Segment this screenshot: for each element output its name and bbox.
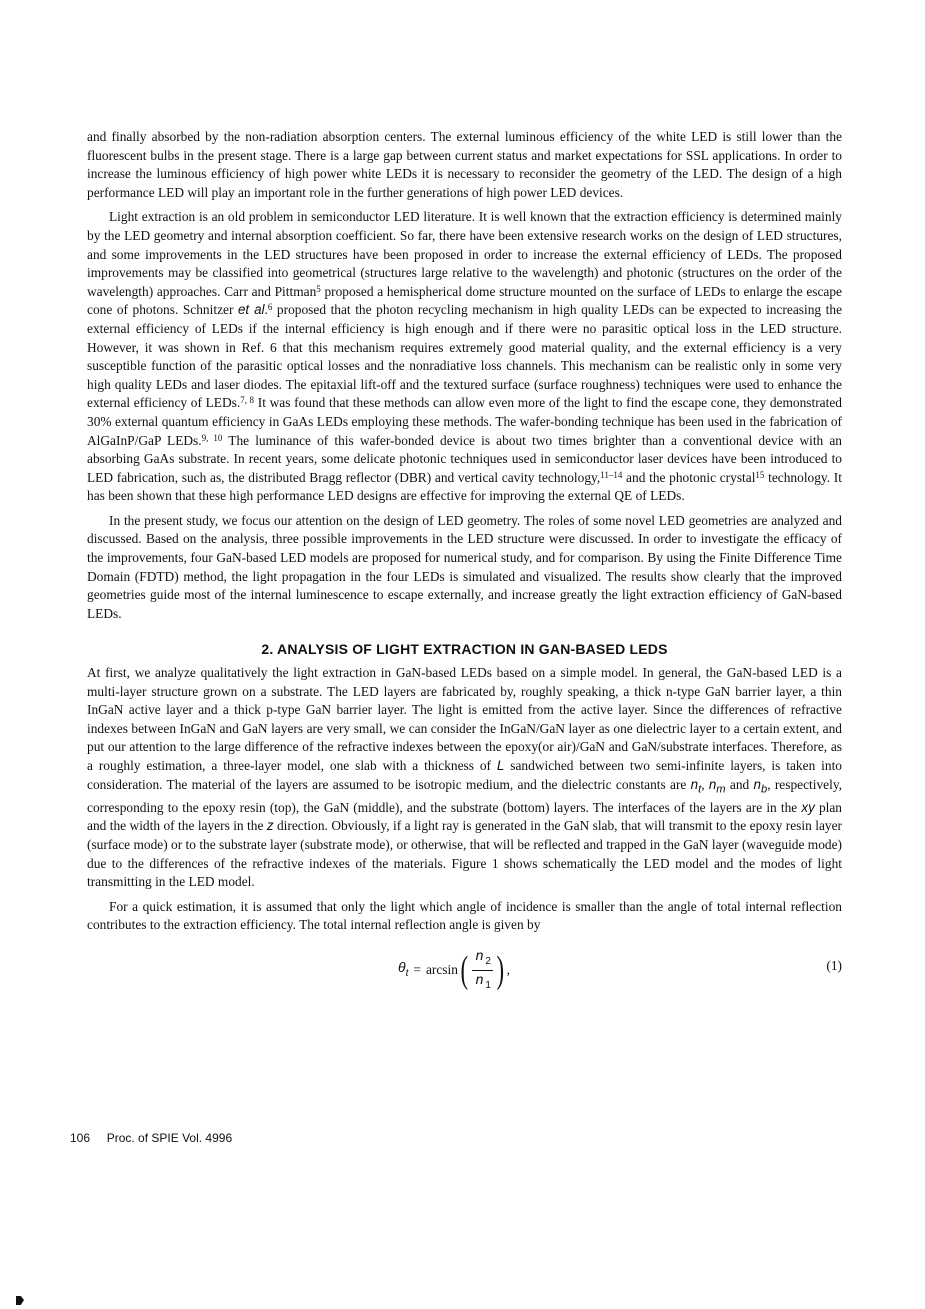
fraction-denominator — [472, 971, 493, 994]
p4-text-2: sandwiched between two semi-infinite layers, is taken into consideration. The material of the layers are assumed to be isotropic medium, and the dielectric constants are — [87, 758, 842, 792]
page-number: 106 — [70, 1131, 91, 1145]
numerator-base: n — [475, 947, 484, 964]
citation-6: 6 — [267, 302, 273, 313]
citation-15: 15 — [755, 469, 765, 480]
footer-source: Proc. of SPIE Vol. 4996 — [106, 1131, 233, 1145]
var-nt-base: n — [690, 776, 699, 792]
var-nm-base: n — [708, 776, 717, 792]
right-paren: ) — [496, 949, 505, 992]
p4-text-7: direction. Obviously, if a light ray is generated in the GaN slab, that will transmit to the epoxy resin layer (surface mode) or to the substrate layer (substrate mode), or otherwise, that will be reflected and trapped in the GaN layer (waveguide mode) due to the differences of the refractive indexes of the materials. Figure 1 shows schematically the LED model and the modes of light transmitting in the LED model. — [87, 818, 842, 890]
p4-text-3: , — [701, 776, 709, 792]
paragraph-4 — [87, 664, 842, 892]
paragraph-1 — [87, 128, 842, 202]
p2-text-3: . — [264, 302, 268, 318]
paragraph-2 — [87, 208, 842, 506]
var-L: L — [496, 758, 505, 773]
paragraph-3 — [87, 512, 842, 624]
fraction-numerator — [472, 947, 493, 971]
theta-subscript: t — [405, 967, 409, 979]
citation-9-10: 9, 10 — [201, 432, 223, 443]
var-xy: xy — [801, 799, 815, 815]
fraction — [472, 947, 493, 994]
arcsin-function: arcsin — [425, 962, 458, 978]
paragraph-5 — [87, 898, 842, 935]
left-paren: ( — [460, 949, 469, 992]
equation-1-body — [398, 947, 510, 994]
p2-text-4: proposed that the photon recycling mechanism in high quality LEDs can be expected to increasing the external efficiency of LEDs if the internal efficiency is high enough and if there were no parasitic optical loss in the LED structure. However, it was shown in Ref. 6 that this mechanism requires extremely good material quality, and the external efficiency is a very susceptible function of the parasitic optical losses and the nonradiative loss channels. This mechanism can be realistic only in some very high quality LEDs and laser diodes. The epitaxial lift-off and the textured surface (surface roughness) techniques were used to enhance the external efficiency of LEDs. — [87, 302, 843, 411]
p2-text-1: Light extraction is an old problem in semiconductor LED literature. It is well known that the extraction efficiency is determined mainly by the LED geometry and internal absorption coefficient. So far, there have been extensive research works on the design of LED structures, and some improvements in the LED structures have been proposed in order to increase the external efficiency of LEDs. The proposed improvements may be classified into geometrical (structures large relative to the wavelength) and photonic (structures on the order of the wavelength) approaches. Carr and Pittman — [87, 209, 842, 299]
denominator-sub: 1 — [485, 979, 491, 991]
page-footer — [70, 1131, 232, 1145]
equation-comma: , — [506, 962, 510, 978]
var-nm-sub: m — [716, 783, 726, 796]
citation-7-8: 7, 8 — [240, 395, 255, 406]
var-nb — [753, 776, 768, 796]
var-nb-base: n — [753, 776, 761, 792]
numerator-sub: 2 — [485, 955, 491, 967]
p2-text-2: proposed a hemispherical dome structure mounted on the surface of LEDs to enlarge the escape cone of photons. Schnitzer — [87, 283, 843, 318]
citation-5: 5 — [316, 283, 321, 294]
paragraph-1-text: and finally absorbed by the non-radiation absorption centers. The external luminous efficiency of the white LED is still lower than the fluorescent bulbs in the present stage. There is a large gap between current status and market expectations for SSL applications. In order to increase the luminous efficiency of high power white LEDs it is necessary to reconsider the geometry of the LED. The design of a high performance LED will play an important role in the further generations of high power LED devices. — [87, 129, 842, 200]
p4-text-1: At first, we analyze qualitatively the light extraction in GaN-based LEDs based on a simple model. In general, the GaN-based LED is a multi-layer structure grown on a substrate. The LED layers are fabricated by, roughly speaking, a thick n-type GaN barrier layer, a thin InGaN active layer and a thick p-type GaN barrier layer. The light is emitted from the active layer. Since the differences of refractive indexes between InGaN and GaN layers are very small, we can consider the InGaN/GaN layer as one dielectric layer to a certain extent, and put our attention to the large difference of the refractive indexes between the epoxy(or air)/GaN and GaN/substrate interfaces. Therefore, as a roughly estimation, a three-layer model, one slab with a thickness of — [87, 665, 842, 773]
equals-sign: = — [413, 962, 421, 978]
section-2-heading: 2. ANALYSIS OF LIGHT EXTRACTION IN GAN-BASED LEDS — [261, 641, 668, 658]
var-z: z — [266, 818, 274, 834]
citation-11-14: 11–14 — [600, 469, 623, 480]
equation-number: (1) — [826, 958, 842, 974]
p2-text-8: technology. It has been shown that these high performance LED designs are effective for improving the external QE of LEDs. — [87, 469, 842, 504]
p2-text-6: The luminance of this wafer-bonded device is about two times brighter than a conventional device with an absorbing GaAs substrate. In recent years, some delicate photonic techniques used in semiconductor laser devices have been introduced to LED fabrication, such as, the distributed Bragg reflector (DBR) and vertical cavity technology, — [87, 432, 843, 485]
var-nb-sub: b — [760, 783, 768, 796]
p4-text-5: , respectively, corresponding to the epoxy resin (top), the GaN (middle), and the substrate (bottom) layers. The interfaces of the layers are in the — [87, 776, 842, 815]
et-al: et al — [237, 302, 265, 318]
p4-text-6: plan and the width of the layers in the — [87, 799, 842, 834]
equation-lhs — [398, 958, 408, 983]
paragraph-3-text: In the present study, we focus our attention on the design of LED geometry. The roles of some novel LED geometries are analyzed and discussed. Based on the analysis, three possible improvements in the LED structure were discussed. In order to investigate the efficacy of the improvements, four GaN-based LED models are proposed for numerical study, and for comparison. By using the Finite Difference Time Domain (FDTD) method, the light propagation in the four LEDs is simulated and visualized. The results show clearly that the improved geometries guide most of the internal luminescence to escape externally, and increase greatly the light extraction efficiency of GaN-based LEDs. — [87, 512, 842, 621]
var-nm — [708, 776, 726, 796]
paragraph-5-text: For a quick estimation, it is assumed that only the light which angle of incidence is smaller than the angle of total internal reflection contributes to the extraction efficiency. The total internal reflection angle is given by — [87, 898, 842, 933]
var-nt — [690, 776, 702, 796]
page-body — [87, 128, 842, 991]
corner-mark-icon — [16, 1296, 24, 1305]
equation-1 — [87, 945, 842, 991]
theta-symbol: θ — [398, 958, 406, 975]
p4-text-4: and — [725, 776, 754, 792]
denominator-base: n — [475, 970, 484, 987]
var-nt-sub: t — [698, 783, 702, 796]
p2-text-5: It was found that these methods can allow even more of the light to find the escape cone, they demonstrated 30% external quantum efficiency in GaAs LEDs employing these methods. The wafer-bonding technique has been used in the fabrication of AlGaInP/GaP LEDs. — [87, 395, 842, 448]
p2-text-7: and the photonic crystal — [622, 469, 756, 485]
